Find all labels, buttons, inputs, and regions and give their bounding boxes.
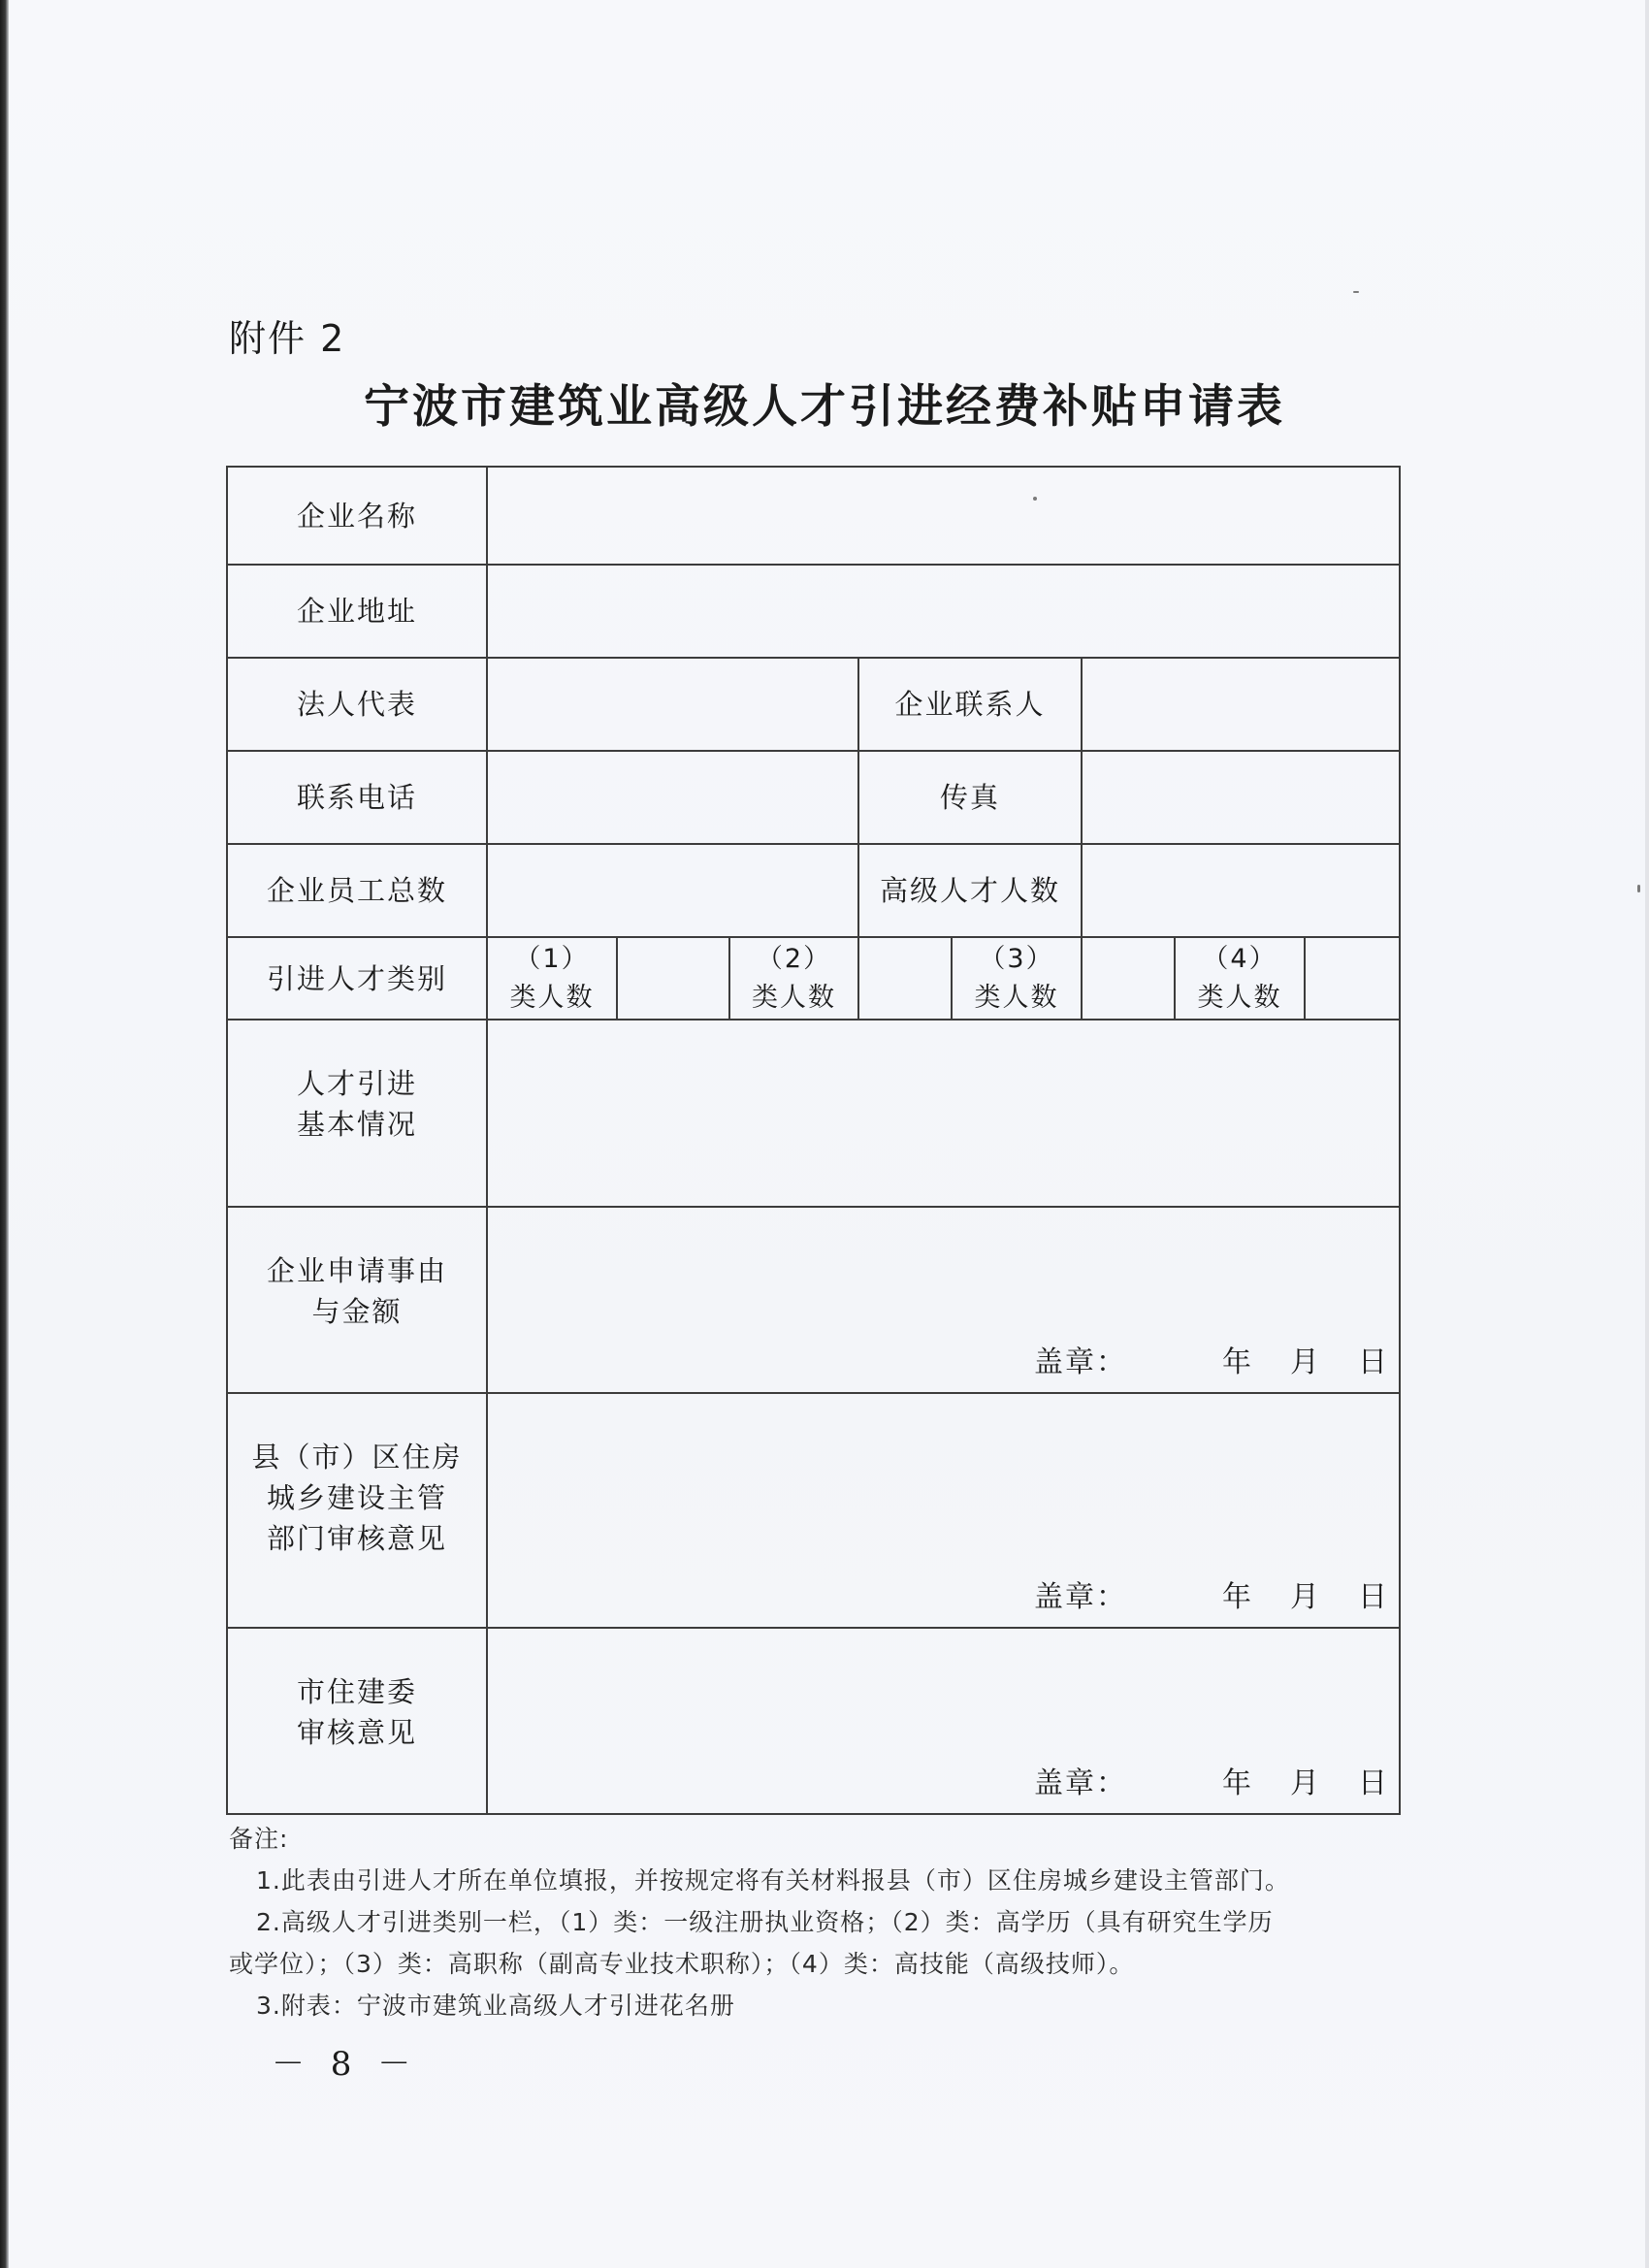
month-label: 月	[1290, 1345, 1321, 1379]
category-1-unit: 类人数	[509, 982, 595, 1013]
county-review-label	[227, 1393, 487, 1628]
county-review-label-line3: 部门审核意见	[266, 1522, 447, 1555]
company-address-field[interactable]	[487, 565, 1400, 658]
month-label: 月	[1290, 1766, 1321, 1800]
row-basic-info	[227, 1020, 1400, 1207]
scan-speck	[1033, 497, 1037, 501]
year-label: 年	[1222, 1345, 1253, 1379]
scan-speck	[1637, 885, 1640, 892]
city-stamp-line	[1034, 1759, 1389, 1801]
category-2-count-field[interactable]	[858, 937, 952, 1020]
category-3-number: （3）	[979, 943, 1054, 974]
row-phone	[227, 751, 1400, 844]
attachment-label: 附件 2	[229, 317, 346, 360]
county-review-label-line1: 县（市）区住房	[251, 1441, 463, 1474]
city-review-label-line2: 审核意见	[296, 1716, 417, 1749]
phone-label: 联系电话	[227, 751, 487, 844]
note-2a: 2.高级人才引进类别一栏，（1）类：一级注册执业资格；（2）类：高学历（具有研究生学历	[256, 1908, 1274, 1936]
category-1-number: （1）	[514, 943, 590, 974]
company-contact-label: 企业联系人	[858, 658, 1082, 751]
note-1: 1.此表由引进人才所在单位填报，并按规定将有关材料报县（市）区住房城乡建设主管部门。	[256, 1866, 1290, 1895]
company-name-label: 企业名称	[227, 467, 487, 565]
category-2-label	[729, 937, 858, 1020]
reason-stamp-line	[1034, 1338, 1389, 1380]
reason-label-line1: 企业申请事由	[266, 1254, 447, 1287]
reason-label	[227, 1207, 487, 1393]
form-title: 宁波市建筑业高级人才引进经费补贴申请表	[364, 380, 1285, 434]
category-2-unit: 类人数	[752, 982, 836, 1013]
category-4-unit: 类人数	[1197, 982, 1282, 1013]
notes-heading: 备注:	[229, 1825, 289, 1853]
senior-talent-count-label: 高级人才人数	[858, 844, 1082, 937]
page-number: － 8 －	[272, 2045, 419, 2084]
row-legal-rep	[227, 658, 1400, 751]
county-review-field[interactable]	[487, 1393, 1400, 1628]
talent-category-label: 引进人才类别	[227, 937, 487, 1020]
day-label: 日	[1358, 1580, 1389, 1614]
row-city-review	[227, 1628, 1400, 1814]
row-county-review	[227, 1393, 1400, 1628]
basic-info-label-line2: 基本情况	[296, 1108, 417, 1141]
scan-edge-left	[0, 0, 9, 2268]
city-review-label	[227, 1628, 487, 1814]
month-label: 月	[1290, 1580, 1321, 1614]
category-1-count-field[interactable]	[617, 937, 729, 1020]
scan-edge-right	[1645, 0, 1649, 2268]
reason-label-line2: 与金额	[311, 1295, 403, 1328]
county-stamp-line	[1034, 1572, 1389, 1615]
row-talent-category	[227, 937, 1400, 1020]
company-contact-field[interactable]	[1082, 658, 1400, 751]
scan-speck	[1353, 291, 1359, 293]
county-review-label-line2: 城乡建设主管	[266, 1481, 447, 1514]
category-3-label	[952, 937, 1082, 1020]
category-4-count-field[interactable]	[1305, 937, 1400, 1020]
city-review-label-line1: 市住建委	[296, 1675, 417, 1708]
category-1-label	[487, 937, 617, 1020]
total-staff-label: 企业员工总数	[227, 844, 487, 937]
legal-rep-field[interactable]	[487, 658, 858, 751]
note-2b: 或学位）；（3）类：高职称（副高专业技术职称）；（4）类：高技能（高级技师）。	[229, 1950, 1135, 1978]
year-label: 年	[1222, 1766, 1253, 1800]
row-company-name	[227, 467, 1400, 565]
company-name-field[interactable]	[487, 467, 1400, 565]
day-label: 日	[1358, 1345, 1389, 1379]
row-company-address	[227, 565, 1400, 658]
category-4-number: （4）	[1202, 943, 1277, 974]
legal-rep-label: 法人代表	[227, 658, 487, 751]
basic-info-label	[227, 1020, 487, 1207]
day-label: 日	[1358, 1766, 1389, 1800]
fax-field[interactable]	[1082, 751, 1400, 844]
senior-talent-count-field[interactable]	[1082, 844, 1400, 937]
category-2-number: （2）	[756, 943, 832, 974]
row-staff	[227, 844, 1400, 937]
basic-info-label-line1: 人才引进	[296, 1067, 417, 1100]
notes-section	[229, 1818, 1432, 2026]
seal-label: 盖章：	[1034, 1345, 1127, 1379]
seal-label: 盖章：	[1034, 1766, 1127, 1800]
row-application-reason	[227, 1207, 1400, 1393]
category-4-label	[1175, 937, 1305, 1020]
phone-field[interactable]	[487, 751, 858, 844]
company-address-label: 企业地址	[227, 565, 487, 658]
total-staff-field[interactable]	[487, 844, 858, 937]
category-3-unit: 类人数	[974, 982, 1059, 1013]
seal-label: 盖章：	[1034, 1580, 1127, 1614]
basic-info-field[interactable]	[487, 1020, 1400, 1207]
application-form-table	[226, 466, 1401, 1815]
note-3: 3.附表：宁波市建筑业高级人才引进花名册	[256, 1992, 735, 2020]
reason-field[interactable]	[487, 1207, 1400, 1393]
fax-label: 传真	[858, 751, 1082, 844]
category-3-count-field[interactable]	[1082, 937, 1175, 1020]
city-review-field[interactable]	[487, 1628, 1400, 1814]
year-label: 年	[1222, 1580, 1253, 1614]
